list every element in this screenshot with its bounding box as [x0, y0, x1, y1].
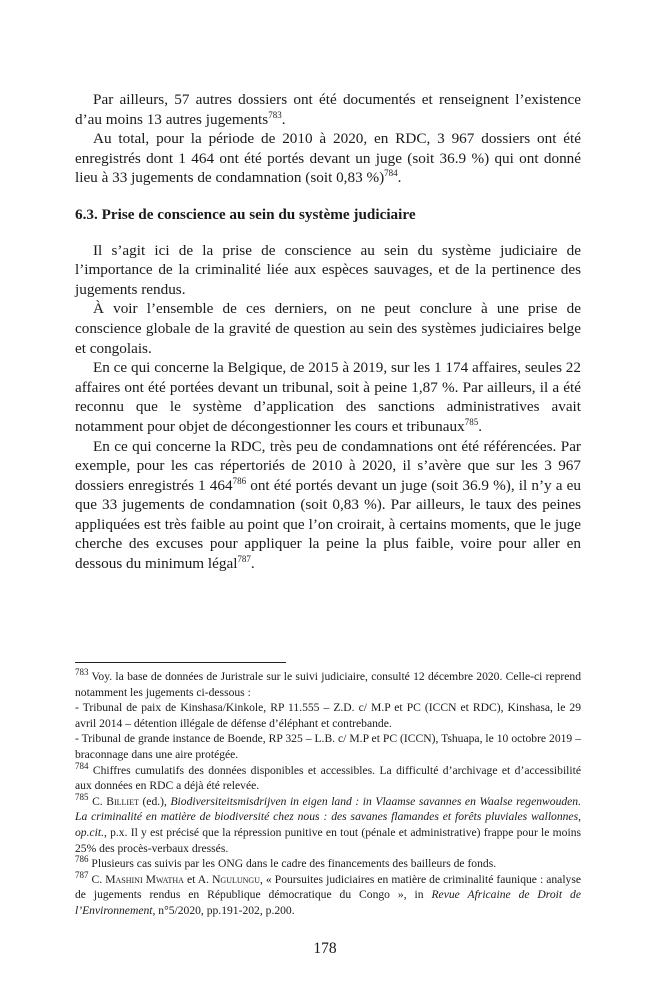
footnote-separator — [75, 662, 286, 663]
footnote-text: (ed.), — [138, 794, 171, 808]
paragraph-text: . — [281, 110, 286, 128]
main-text — [75, 90, 581, 574]
paragraph-text: . — [250, 555, 255, 573]
footnote-number: 787 — [75, 869, 89, 880]
paragraph-text: Au total, pour la période de 2010 à 2020, en RDC, 3 967 dossiers ont été enregistrés dont 1 464 ont été portés devant un juge (soit 36.9 %) qui ont donné lieu à 33 jugements de condamnation (soit 0,83 %) — [75, 130, 581, 187]
footnote-ref[interactable]: 786 — [232, 475, 247, 486]
page-number: 178 — [313, 940, 337, 957]
author-name: Billiet — [106, 794, 139, 808]
footnote-number: 783 — [75, 667, 89, 678]
footnote-text: Plusieurs cas suivis par les ONG dans le cadre des financements des bailleurs de fonds. — [88, 857, 497, 871]
footnote-text: Chiffres cumulatifs des données disponibles et accessibles. La difficulté d’archivage et d’accessibilité aux données en RDC a déjà été relevée. — [75, 763, 581, 793]
op-cit: op.cit. — [75, 825, 104, 839]
footnote-text: et A. — [183, 872, 213, 886]
footnote-ref[interactable]: 784 — [384, 168, 398, 179]
footnote-number: 785 — [75, 791, 89, 802]
footnote-number: 784 — [75, 760, 89, 771]
footnote-text: , n°5/2020, pp.191-202, p.200. — [152, 903, 295, 917]
footnote-787 — [75, 869, 581, 919]
footnote-text: , « Poursuites judiciaires en matière de criminalité faunique : analyse de jugements rendus en République démocratique du Congo », in — [75, 872, 581, 902]
footnote-text: C. — [88, 794, 107, 808]
paragraph-text: . — [478, 417, 483, 435]
footnote-text: Voy. la base de données de Juristrale sur le suivi judiciaire, consulté 12 décembre 2020. Celle-ci reprend notamment les jugements ci-dessous : — [75, 670, 581, 699]
section-heading: 6.3. Prise de conscience au sein du système judiciaire — [75, 205, 416, 223]
author-name: Ngulungu — [212, 872, 260, 886]
paragraph-text: En ce qui concerne la Belgique, de 2015 à 2019, sur les 1 174 affaires, seules 22 affaires ont été portées devant un tribunal, soit à peine 1,87 %. Par ailleurs, il a été reconnu que le système d’application des sanctions administratives avait notamment pour objet de décongestionner les cours et tribunaux — [75, 359, 581, 435]
footnote-number: 786 — [75, 854, 89, 865]
footnotes — [75, 669, 581, 919]
footnote-text: C. — [88, 872, 106, 886]
footnote-ref[interactable]: 785 — [464, 416, 479, 427]
footnote-text: , p.x. Il y est précisé que la répression punitive en tout (pénale et administrative) frappe pour le moins 25% des procès-verbaux dressés. — [75, 825, 581, 855]
work-title: Biodiversiteitsmisdrijven in eigen land : in Vlaamse savannes en Waalse regenwouden. La criminalité en matière de biodiversité chez nous : des savanes flamandes et forêts pluviales wallonnes — [75, 794, 581, 824]
footnote-784 — [75, 760, 581, 794]
author-name: Mashini Mwatha — [105, 872, 184, 886]
paragraph: Il s’agit ici de la prise de conscience au sein du système judiciaire de l’importance de la criminalité liée aux espèces sauvages, et de la pertinence des jugements rendus. — [75, 241, 581, 298]
footnote-783-item: - Tribunal de paix de Kinshasa/Kinkole, RP 11.555 – Z.D. c/ M.P et PC (ICCN et RDC), Kinshasa, le 29 avril 2014 – détention illégale de défense d’éléphant et contrebande. — [75, 701, 581, 730]
footnote-783 — [75, 669, 581, 700]
paragraph-text: . — [397, 169, 402, 187]
paragraph: À voir l’ensemble de ces derniers, on ne peut conclure à une prise de conscience globale de la gravité de question au sein des systèmes judiciaires belge et congolais. — [75, 300, 581, 357]
footnote-783-item: - Tribunal de grande instance de Boende, RP 325 – L.B. c/ M.P et PC (ICCN), Tshuapa, le 10 octobre 2019 – braconnage dans une aire protégée. — [75, 732, 581, 761]
footnote-ref[interactable]: 787 — [237, 554, 251, 564]
paragraph — [75, 437, 581, 574]
paragraph-text: ont été portés devant un juge (soit 36.9 %), il n’y a eu que 33 jugements de condamnation (soit 0,83 %). Par ailleurs, le taux des peines appliquées est très faible au point que l’on croirait, à certains moments, que le juge cherche des excuses pour appliquer la peine la plus faible, voire pour aller en dessous du minimum légal — [75, 476, 581, 573]
journal-title: Revue Africaine de Droit de l’Environnement — [75, 888, 581, 917]
paragraph-text: En ce qui concerne la RDC, très peu de condamnations ont été référencées. Par exemple, pour les cas répertoriés de 2010 à 2020, il s’avère que sur les 3 967 dossiers enregistrés 1 464 — [75, 437, 581, 494]
paragraph — [75, 90, 581, 129]
paragraph — [75, 129, 581, 188]
footnote-785 — [75, 791, 581, 856]
footnote-text: , — [578, 810, 581, 824]
paragraph-text: Par ailleurs, 57 autres dossiers ont été documentés et renseignent l’existence d’au moins 13 autres jugements — [75, 91, 581, 128]
paragraph — [75, 358, 581, 436]
footnote-786 — [75, 856, 581, 872]
footnote-ref[interactable]: 783 — [268, 109, 282, 120]
